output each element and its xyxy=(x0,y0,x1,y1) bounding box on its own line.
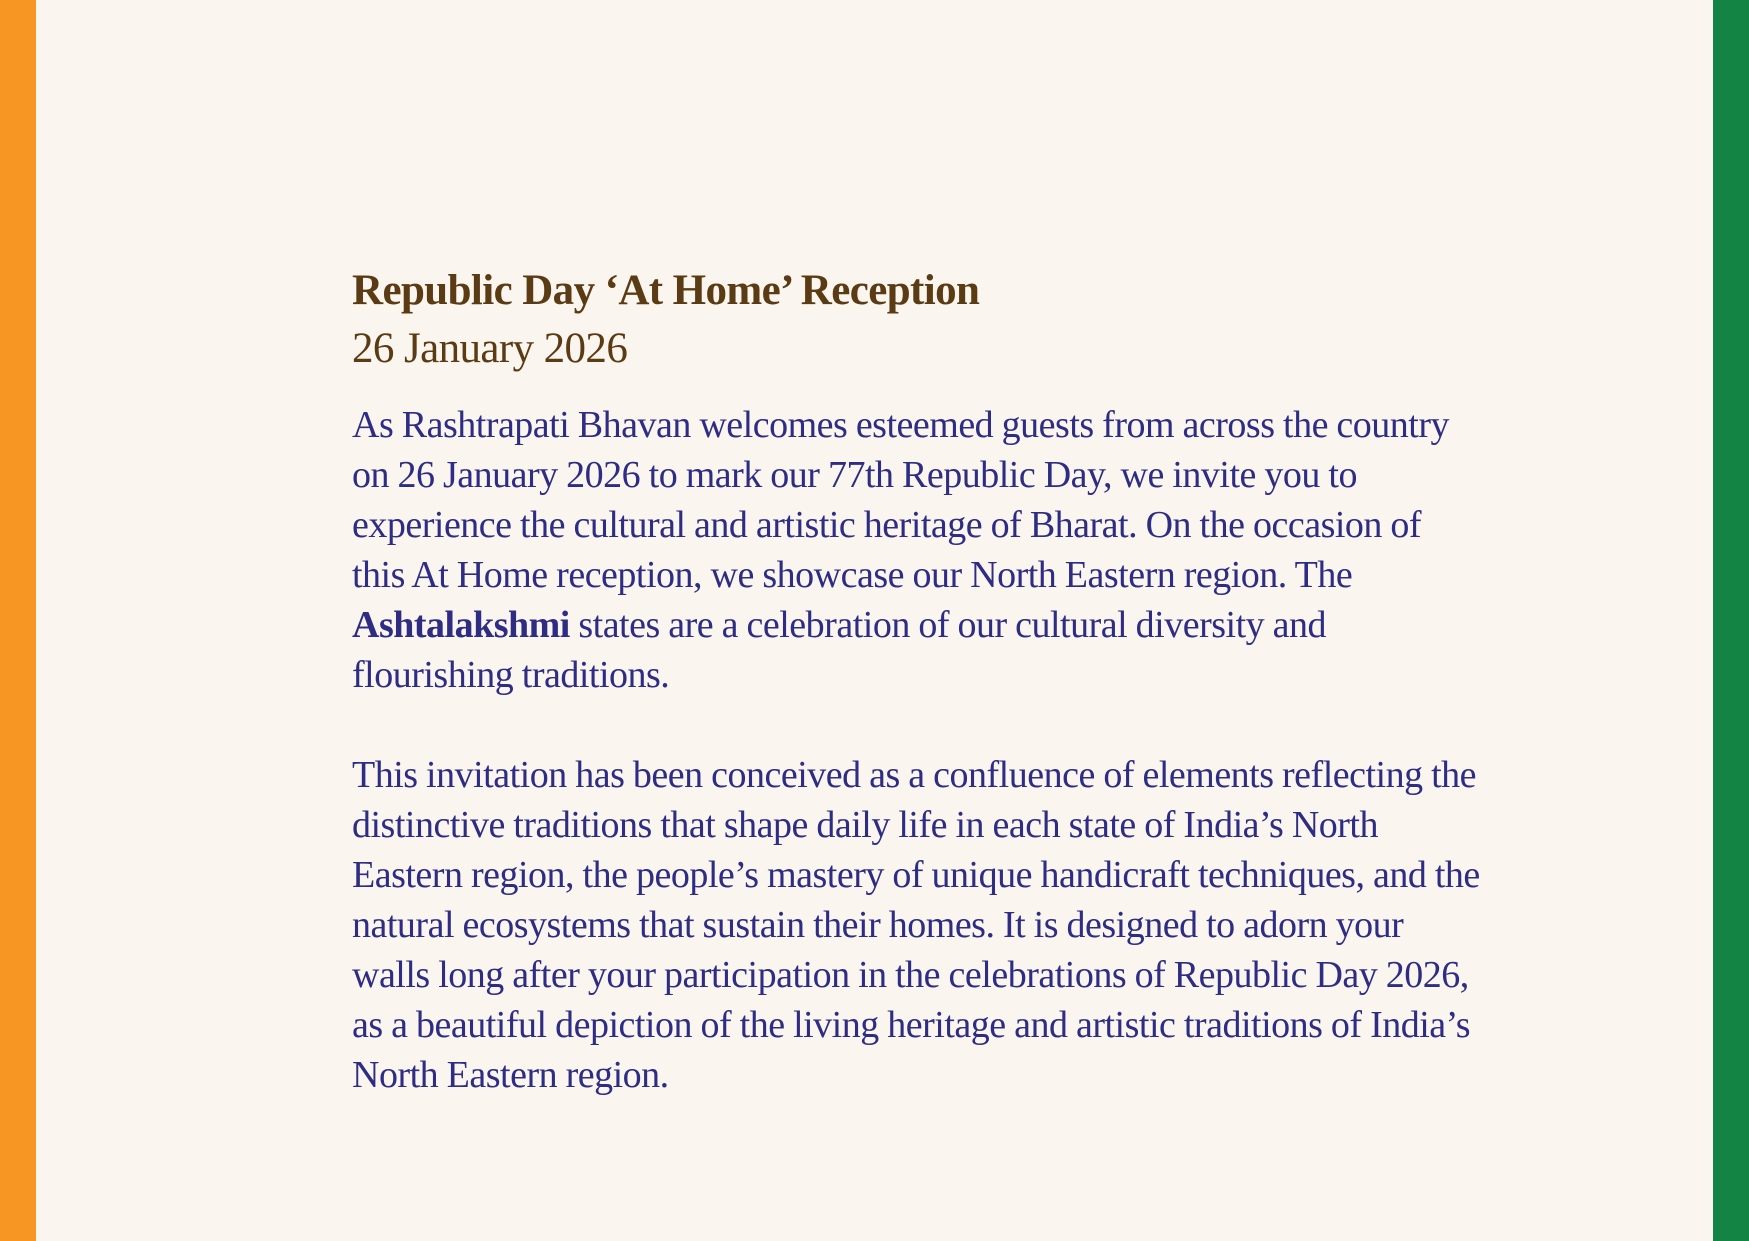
event-date: 26 January 2026 xyxy=(352,325,628,372)
invitation-description-paragraph: This invitation has been conceived as a confluence of elements reflecting the distinctive traditions that shape daily life in each state of India’s North Eastern region, the people’s mastery of unique handicraft techniques, and the natural ecosystems that sustain their homes. It is designed to adorn your walls long after your participation in the celebrations of Republic Day 2026, as a beautiful depiction of the living heritage and artistic traditions of India’s North Eastern region. xyxy=(352,754,1480,1096)
intro-paragraph xyxy=(352,400,1482,700)
intro-text-after-bold: states are a celebration of our cultural diversity and flourishing traditions. xyxy=(352,604,1327,696)
ashtalakshmi-bold-term: Ashtalakshmi xyxy=(352,604,570,646)
invitation-text-block xyxy=(352,262,1482,1100)
intro-text-before-bold: As Rashtrapati Bhavan welcomes esteemed guests from across the country on 26 January 2026 to mark our 77th Republic Day, we invite you to experience the cultural and artistic heritage of Bharat. On the occasion of this At Home reception, we showcase our North Eastern region. The xyxy=(352,404,1450,596)
page-title: Republic Day ‘At Home’ Reception xyxy=(352,267,980,314)
saffron-border-stripe xyxy=(0,0,36,1241)
green-border-stripe xyxy=(1713,0,1749,1241)
